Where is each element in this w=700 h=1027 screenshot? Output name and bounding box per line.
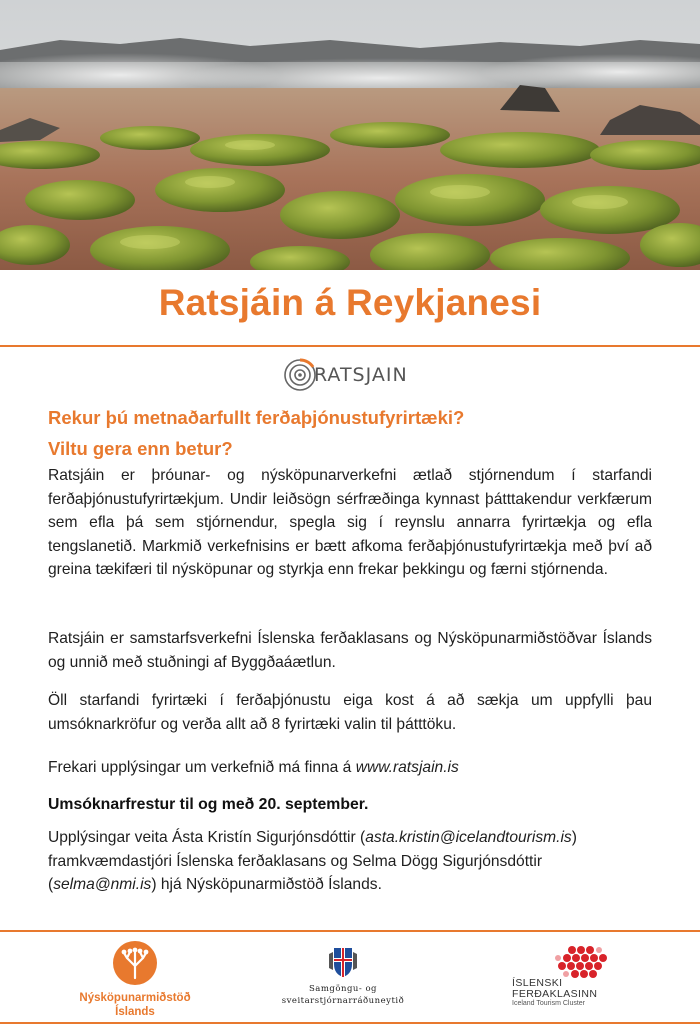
heading-question-1: Rekur þú metnaðarfullt ferðaþjónustufyrirtæki? (48, 407, 465, 428)
application-deadline: Umsóknarfrestur til og með 20. september. (48, 796, 369, 813)
cluster-logo (512, 944, 622, 1007)
nmi-name-line1: Nýsköpunarmiðstöð (79, 992, 191, 1004)
nmi-name-line2: Íslands (115, 1006, 155, 1018)
cluster-name-line1: ÍSLENSKI (512, 977, 563, 989)
ministry-name-line1: Samgöngu- og (308, 984, 378, 994)
contact-text-2: ) framkvæmdastjóri Íslenska ferðaklasans og Selma Dögg Sigurjónsdóttir ( (48, 829, 577, 893)
ratsjain-logo (282, 354, 422, 396)
contact-text-3: ) hjá Nýsköpunarmiðstöð Íslands. (151, 876, 382, 893)
paragraph-eligibility: Öll starfandi fyrirtæki í ferðaþjónustu eiga kost á að sækja um uppfylli þau umsóknarkröfur og verða allt að 8 fyrirtæki valin til þátttöku. (48, 692, 652, 733)
honeycomb-icon (522, 944, 622, 978)
email-link-selma[interactable]: selma@nmi.is (53, 876, 152, 893)
contact-info (48, 826, 652, 897)
paragraph-intro: Ratsjáin er þróunar- og nýsköpunarverkefni ætlað stjórnendum í starfandi ferðaþjónustufyrirtækjum. Undir leiðsögn sérfræðinga kynnast þátttakendur verkfærum sem efla þá sem stjórnendur, spegla sig í reynslu annarra fyrirtækja og efla tengslanetið. Markmið verkefnisins er bætt afkoma ferðaþjónustufyrirtækja með því að greina tækifæri til nýsköpunar og styrkja enn frekar þekkingu og færni stjórnenda. (48, 467, 652, 578)
more-info-text: Frekari upplýsingar um verkefnið má finna á (48, 759, 356, 776)
contact-text-1: Upplýsingar veita Ásta Kristín Sigurjónsdóttir ( (48, 829, 366, 846)
title-divider (0, 345, 700, 347)
nmi-logo (70, 940, 200, 1019)
footer-bottom-divider (0, 1022, 700, 1024)
footer-top-divider (0, 930, 700, 932)
hero-landscape-image (0, 0, 700, 270)
logo-text: RATSJAIN (314, 364, 408, 386)
ministry-name-line2: sveitarstjórnarráðuneytið (281, 996, 405, 1006)
coat-of-arms-icon (328, 944, 358, 978)
heading-question-2: Viltu gera enn betur? (48, 438, 233, 459)
email-link-asta[interactable]: asta.kristin@icelandtourism.is (365, 829, 572, 846)
nmi-tree-icon (112, 940, 158, 986)
paragraph-more-info (48, 756, 652, 780)
ministry-logo (268, 944, 418, 1007)
paragraph-partners: Ratsjáin er samstarfsverkefni Íslenska ferðaklasans og Nýsköpunarmiðstöðvar Íslands og unnið með stuðningi af Byggðaáætlun. (48, 630, 652, 671)
cluster-name-line3: Iceland Tourism Cluster (512, 1000, 586, 1007)
website-link[interactable]: www.ratsjain.is (355, 759, 459, 776)
page-title: Ratsjáin á Reykjanesi (158, 282, 542, 323)
cluster-name-line2: FERÐAKLASINN (512, 988, 598, 1000)
